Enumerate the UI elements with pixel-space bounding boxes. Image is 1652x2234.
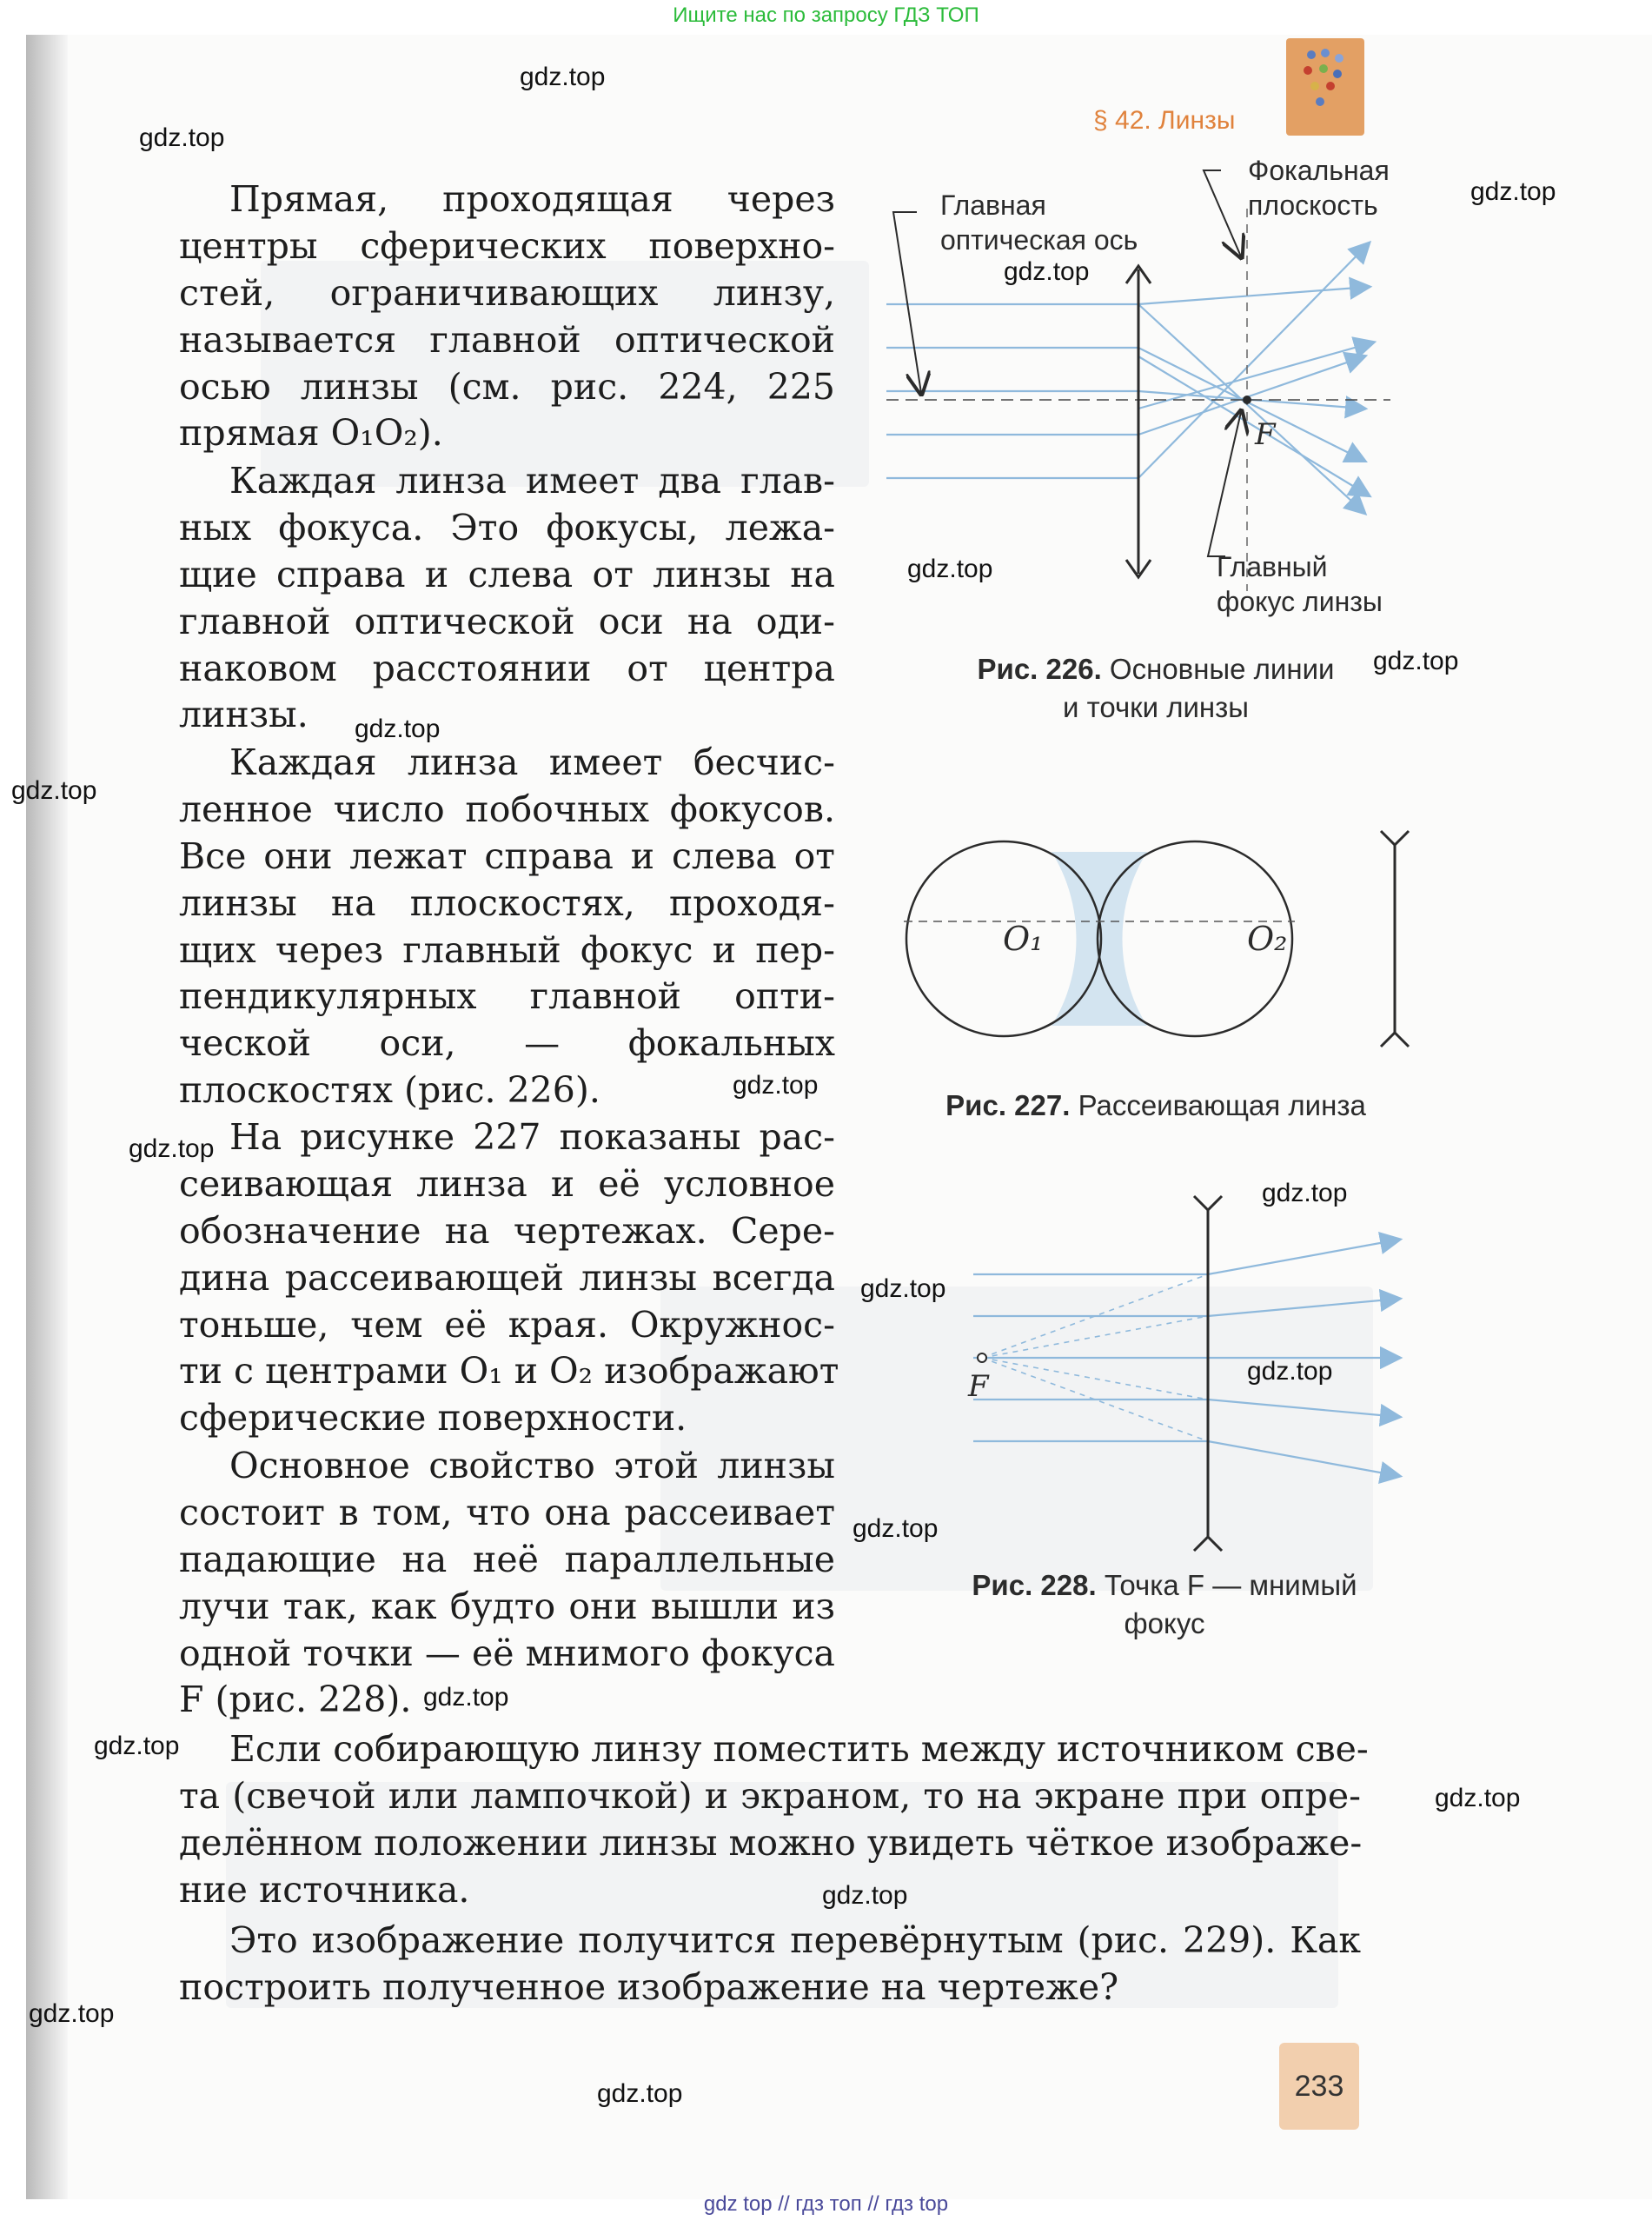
text-line: та (свечой или лампочкой) и экраном, то на экране при опре- — [179, 1774, 1361, 1817]
watermark: gdz.top — [139, 123, 225, 152]
watermark: gdz.top — [1004, 257, 1090, 286]
watermark: gdz.top — [94, 1732, 180, 1760]
label-line: Главный — [1217, 551, 1328, 582]
text-line: Если собирающую линзу поместить между источником све- — [229, 1728, 1369, 1770]
text-line: лучи так, как будто они вышли из — [179, 1585, 835, 1627]
section-logo-icon — [1286, 38, 1364, 136]
label-focal-plane — [1248, 153, 1390, 223]
text-line: главной оптической оси на оди- — [179, 600, 835, 642]
text-line: прямая O₁O₂). — [179, 412, 443, 455]
caption-text: Точка F — мнимый — [1104, 1569, 1357, 1601]
label-line: фокус линзы — [1217, 586, 1383, 617]
watermark: gdz.top — [853, 1514, 939, 1543]
text-line: наковом расстоянии от центра — [179, 647, 835, 689]
label-line: оптическая ось — [940, 224, 1138, 256]
caption-text: Основные линии — [1109, 653, 1335, 685]
caption-figure-227 — [895, 1087, 1416, 1125]
text-line: Основное свойство этой линзы — [229, 1445, 835, 1486]
text-line: Прямая, проходящая через — [229, 178, 835, 220]
diverging-lens-shape — [1052, 852, 1147, 1026]
virtual-focus-point — [978, 1353, 986, 1362]
text-line: состоит в том, что она рассеивает — [179, 1491, 835, 1533]
caption-text: фокус — [1124, 1607, 1205, 1639]
text-line: Каждая линза имеет два глав- — [229, 460, 835, 502]
paragraph-secondary-foci — [179, 740, 835, 1114]
paragraph-converging-image — [179, 1726, 1369, 1914]
label-main-optical-axis — [940, 188, 1138, 257]
incoming-rays — [973, 1274, 1208, 1441]
watermark: gdz.top — [860, 1274, 946, 1303]
watermark: gdz.top — [907, 555, 993, 583]
incoming-rays — [886, 304, 1138, 435]
label-line: Фокальная — [1248, 155, 1390, 186]
text-line: делённом положении линзы можно увидеть чёткое изображе- — [179, 1821, 1363, 1864]
paragraph-diverging-lens — [179, 1114, 839, 1442]
watermark: gdz.top — [11, 776, 97, 805]
label-o2: O₂ — [1247, 920, 1288, 958]
watermark: gdz.top — [597, 2079, 683, 2108]
label-main-focus — [1217, 549, 1383, 619]
text-line: Каждая линза имеет бесчис- — [229, 741, 835, 783]
paragraph-main-foci — [179, 458, 835, 739]
text-line: ческой оси, — фокальных — [179, 1022, 835, 1065]
text-line: Все они лежат справа и слева от — [179, 834, 835, 877]
text-line: ние источника. — [179, 1868, 470, 1911]
watermark: gdz.top — [1373, 647, 1459, 675]
text-line: ных фокуса. Это фокусы, лежа- — [179, 506, 835, 549]
label-line: плоскость — [1248, 189, 1378, 221]
watermark: gdz.top — [1262, 1179, 1348, 1207]
label-o1: O₁ — [1003, 920, 1044, 958]
caption-text: и точки линзы — [1063, 691, 1249, 723]
text-line: Это изображение получится перевёрнутым (рис. 229). Как — [229, 1919, 1361, 1961]
text-line: На рисунке 227 показаны рас- — [229, 1116, 835, 1158]
caption-figure-228 — [921, 1566, 1408, 1643]
book-spine — [26, 35, 68, 2199]
paragraph-inverted-image — [179, 1918, 1361, 2011]
text-line: сеивающая линза и её условное — [179, 1162, 835, 1205]
site-banner-link[interactable]: Ищите нас по запросу ГДЗ ТОП — [673, 3, 979, 27]
text-line: ленное число побочных фокусов. — [179, 788, 835, 830]
section-header: § 42. Линзы — [1093, 106, 1236, 135]
text-line: осью линзы (см. рис. 224, 225 — [179, 365, 835, 408]
watermark: gdz.top — [129, 1134, 215, 1163]
focus-point — [1243, 396, 1251, 404]
caption-number: Рис. 227. — [945, 1089, 1071, 1121]
text-line: одной точки — её мнимого фокуса — [179, 1632, 835, 1674]
figure-227-diagram — [886, 826, 1425, 1069]
watermark: gdz.top — [355, 715, 441, 743]
text-line: линзы на плоскостях, проходя- — [179, 881, 835, 924]
refracted-rays — [886, 243, 1373, 513]
focus-leader — [1208, 412, 1241, 556]
text-line: стей, ограничивающих линзу, — [179, 271, 835, 314]
watermark: gdz.top — [1435, 1784, 1521, 1812]
label-line: Главная — [940, 189, 1046, 221]
text-line: дина рассеивающей линзы всегда — [179, 1256, 835, 1299]
text-line: плоскостях (рис. 226). — [179, 1069, 600, 1112]
text-line: построить полученное изображение на чертеже? — [179, 1965, 1119, 2008]
text-line: тоньше, чем её края. Окружнос- — [179, 1303, 835, 1346]
caption-number: Рис. 226. — [977, 653, 1102, 685]
watermark: gdz.top — [423, 1683, 509, 1712]
watermark: gdz.top — [822, 1881, 908, 1910]
paragraph-main-optical-axis — [179, 176, 835, 457]
text-line: линзы. — [179, 694, 309, 736]
watermark: gdz.top — [1470, 177, 1556, 206]
text-line: ти с центрами O₁ и O₂ изображают — [179, 1350, 839, 1393]
text-line: щих через главный фокус и пер- — [179, 928, 835, 971]
page-number: 233 — [1279, 2043, 1359, 2130]
watermark: gdz.top — [1247, 1357, 1333, 1386]
text-line: называется главной оптической — [179, 318, 835, 361]
text-line: щие справа и слева от линзы на — [179, 553, 835, 595]
axis-leader — [893, 212, 921, 393]
text-line: пендикулярных главной опти- — [179, 975, 835, 1018]
footer-links[interactable]: gdz top // гдз топ // гдз top — [703, 2192, 949, 2216]
text-line: F (рис. 228). — [179, 1679, 412, 1721]
watermark: gdz.top — [29, 1999, 115, 2028]
text-line: сферические поверхности. — [179, 1397, 687, 1439]
text-line: падающие на неё параллельные — [179, 1538, 835, 1580]
plane-leader — [1204, 170, 1241, 256]
text-line: обозначение на чертежах. Сере- — [179, 1209, 835, 1252]
caption-text: Рассеивающая линза — [1078, 1089, 1366, 1121]
watermark: gdz.top — [733, 1071, 819, 1100]
focus-symbol: F — [1255, 417, 1276, 452]
text-line: центры сферических поверхно- — [179, 224, 835, 267]
paragraph-virtual-focus — [179, 1443, 835, 1724]
watermark: gdz.top — [520, 63, 606, 91]
focus-symbol: F — [968, 1369, 989, 1404]
caption-number: Рис. 228. — [972, 1569, 1097, 1601]
figure-228-diagram — [956, 1191, 1408, 1556]
caption-figure-226 — [930, 650, 1382, 727]
